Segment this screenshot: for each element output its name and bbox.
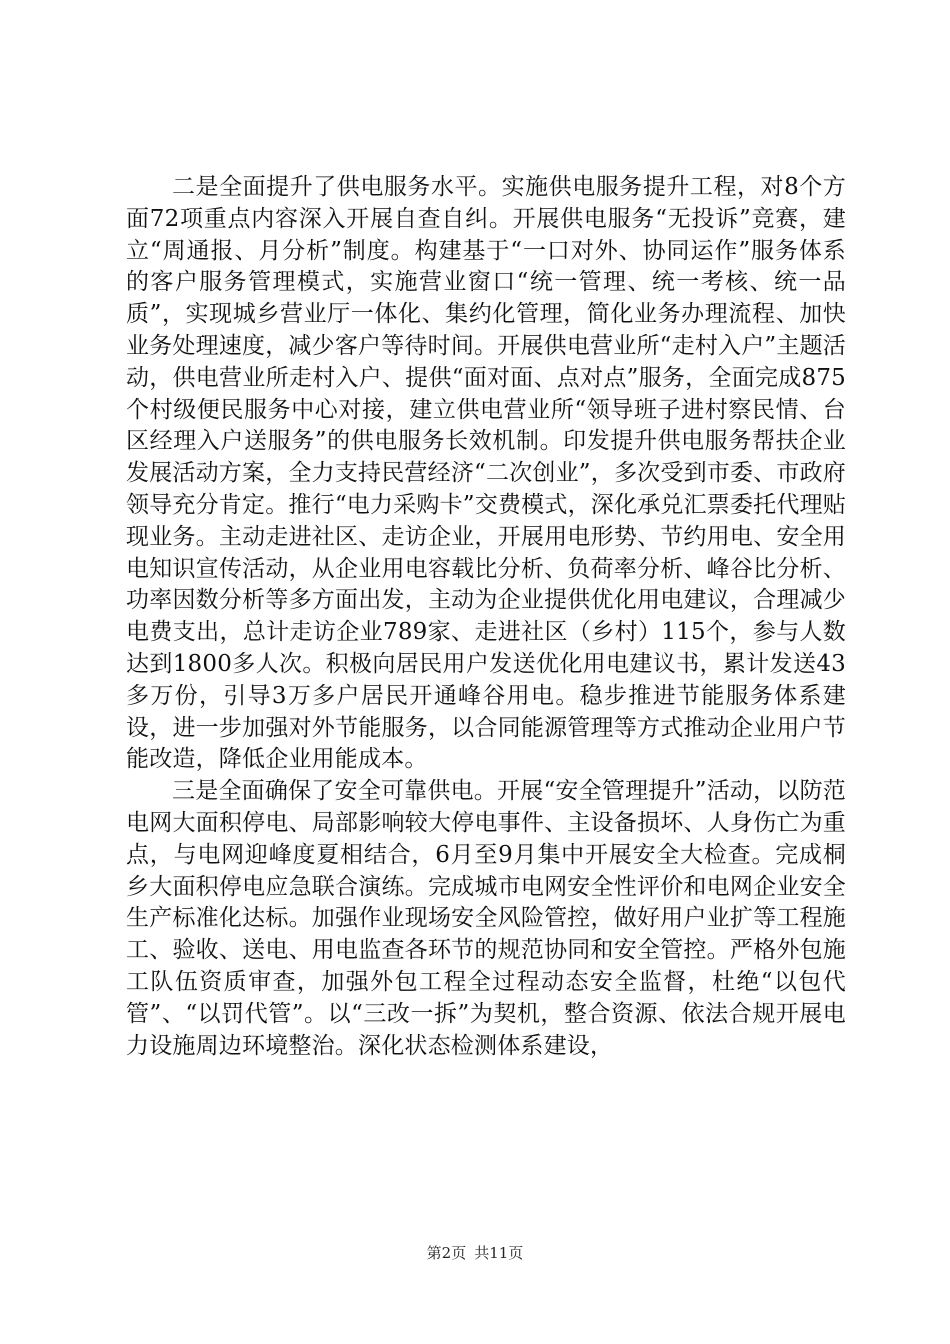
page-footer [0, 1243, 950, 1263]
page-total: 共11页 [474, 1244, 524, 1262]
body-text [126, 172, 846, 1062]
paragraph-service-level: 二是全面提升了供电服务水平。实施供电服务提升工程，对8个方面72项重点内容深入开展自查自纠。开展供电服务“无投诉”竞赛，建立“周通报、月分析”制度。构建基于“一口对外、协同运作”服务体系的客户服务管理模式，实施营业窗口“统一管理、统一考核、统一品质”，实现城乡营业厅一体化、集约化管理，简化业务办理流程、加快业务处理速度，减少客户等待时间。开展供电营业所“走村入户”主题活动，供电营业所走村入户、提供“面对面、点对点”服务，全面完成875个村级便民服务中心对接，建立供电营业所“领导班子进村察民情、台区经理入户送服务”的供电服务长效机制。印发提升供电服务帮扶企业发展活动方案，全力支持民营经济“二次创业”，多次受到市委、市政府领导充分肯定。推行“电力采购卡”交费模式，深化承兑汇票委托代理贴现业务。主动走进社区、走访企业，开展用电形势、节约用电、安全用电知识宣传活动，从企业用电容载比分析、负荷率分析、峰谷比分析、功率因数分析等多方面出发，主动为企业提供优化用电建议，合理减少电费支出，总计走访企业789家、走进社区（乡村）115个，参与人数达到1800多人次。积极向居民用户发送优化用电建议书，累计发送43多万份，引导3万多户居民开通峰谷用电。稳步推进节能服务体系建设，进一步加强对外节能服务，以合同能源管理等方式推动企业用户节能改造，降低企业用能成本。 [126, 174, 846, 773]
paragraph-safety-supply: 三是全面确保了安全可靠供电。开展“安全管理提升”活动，以防范电网大面积停电、局部影响较大停电事件、主设备损坏、人身伤亡为重点，与电网迎峰度夏相结合，6月至9月集中开展安全大检查。完成桐乡大面积停电应急联合演练。完成城市电网安全性评价和电网企业安全生产标准化达标。加强作业现场安全风险管控，做好用户业扩等工程施工、验收、送电、用电监查各环节的规范协同和安全管控。严格外包施工队伍资质审查，加强外包工程全过程动态安全监督，杜绝“以包代管”、“以罚代管”。以“三改一拆”为契机，整合资源、依法合规开展电力设施周边环境整治。深化状态检测体系建设， [126, 778, 846, 1059]
page-number: 第2页 [426, 1244, 467, 1262]
